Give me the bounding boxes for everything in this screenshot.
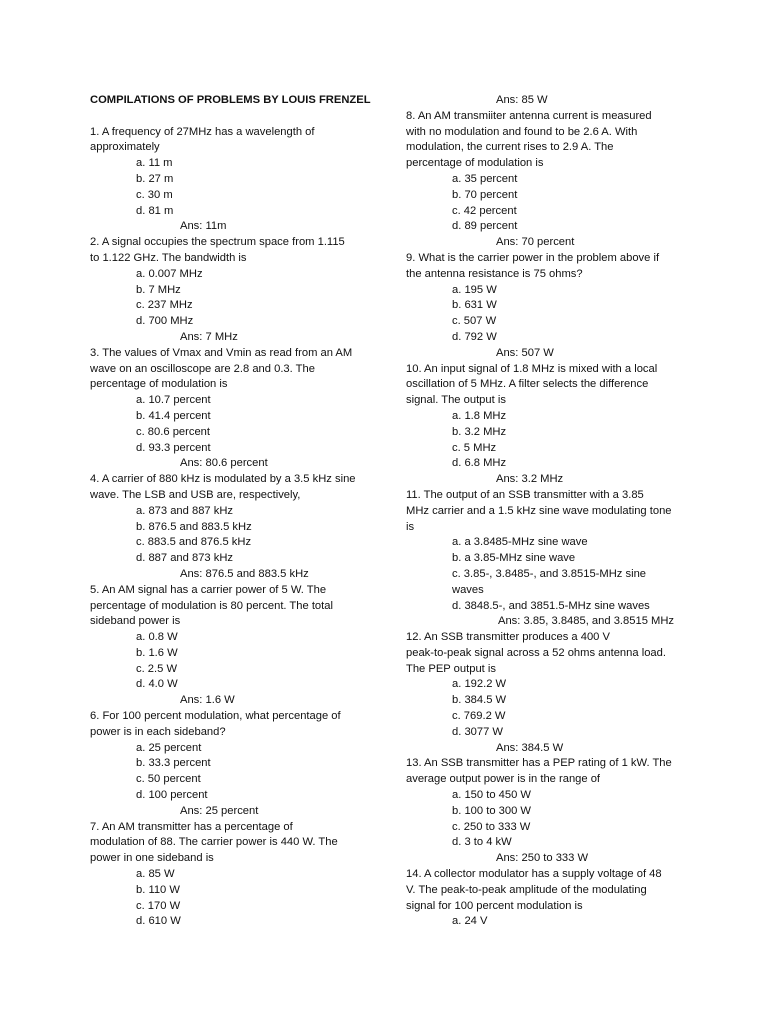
question-line: peak-to-peak signal across a 52 ohms antenna load. <box>406 646 666 659</box>
question-line: sideband power is <box>90 615 181 628</box>
question-line: V. The peak-to-peak amplitude of the modulating <box>406 883 647 896</box>
answer-key: Ans: 876.5 and 883.5 kHz <box>180 567 309 580</box>
answer-option: b. 100 to 300 W <box>452 804 531 817</box>
answer-option: d. 3848.5-, and 3851.5-MHz sine waves <box>452 599 650 612</box>
answer-option: c. 769.2 W <box>452 710 506 723</box>
answer-option: waves <box>452 583 484 596</box>
answer-option: d. 4.0 W <box>136 678 178 691</box>
left-column <box>90 93 371 930</box>
answer-option: d. 3077 W <box>452 725 503 738</box>
question-line: 4. A carrier of 880 kHz is modulated by a 3.5 kHz sine <box>90 473 356 486</box>
question-line: modulation, the current rises to 2.9 A. The <box>406 141 614 154</box>
question-line: 3. The values of Vmax and Vmin as read from an AM <box>90 346 353 359</box>
question-line: signal. The output is <box>406 394 506 407</box>
question-line: 12. An SSB transmitter produces a 400 V <box>406 631 610 644</box>
answer-key: Ans: 11m <box>180 220 227 233</box>
question-line: with no modulation and found to be 2.6 A. With <box>406 125 638 138</box>
answer-option: a. 25 percent <box>136 741 202 754</box>
answer-option: b. 3.2 MHz <box>452 425 507 438</box>
answer-option: a. 0.8 W <box>136 631 178 644</box>
right-column <box>406 93 680 930</box>
answer-option: a. 150 to 450 W <box>452 789 531 802</box>
answer-option: a. 85 W <box>136 868 175 881</box>
answer-option: c. 3.85-, 3.8485-, and 3.8515-MHz sine <box>452 567 647 580</box>
answer-option: d. 100 percent <box>136 789 208 802</box>
question-line: 5. An AM signal has a carrier power of 5 W. The <box>90 583 327 596</box>
answer-option: b. 1.6 W <box>136 646 178 659</box>
answer-option: c. 80.6 percent <box>136 425 211 438</box>
question-line: 14. A collector modulator has a supply voltage of 48 <box>406 868 662 881</box>
question-line: wave. The LSB and USB are, respectively, <box>90 488 301 501</box>
answer-option: c. 5 MHz <box>452 441 497 454</box>
answer-key: Ans: 85 W <box>496 94 548 106</box>
answer-option: d. 610 W <box>136 915 181 928</box>
question-line: percentage of modulation is <box>90 378 228 391</box>
answer-option: b. a 3.85-MHz sine wave <box>452 552 576 565</box>
question-line: 2. A signal occupies the spectrum space from 1.115 <box>90 236 345 249</box>
answer-option: b. 41.4 percent <box>136 409 211 422</box>
answer-key: Ans: 80.6 percent <box>180 457 268 470</box>
answer-option: a. 195 W <box>452 283 497 296</box>
blank-line <box>90 109 362 125</box>
answer-option: c. 883.5 and 876.5 kHz <box>136 536 252 549</box>
answer-key: Ans: 25 percent <box>180 804 259 817</box>
answer-option: b. 110 W <box>136 883 180 896</box>
answer-key: Ans: 70 percent <box>496 236 575 249</box>
answer-option: c. 237 MHz <box>136 299 193 312</box>
answer-option: a. 10.7 percent <box>136 394 211 407</box>
question-line: signal for 100 percent modulation is <box>406 899 583 912</box>
answer-option: a. a 3.8485-MHz sine wave <box>452 536 588 549</box>
answer-key: Ans: 3.85, 3.8485, and 3.8515 MHz <box>498 615 675 628</box>
answer-option: b. 27 m <box>136 172 174 185</box>
answer-option: c. 42 percent <box>452 204 517 217</box>
answer-option: c. 170 W <box>136 899 181 912</box>
question-line: power is in each sideband? <box>90 725 226 738</box>
answer-option: d. 93.3 percent <box>136 441 211 454</box>
answer-option: b. 631 W <box>452 299 497 312</box>
answer-key: Ans: 7 MHz <box>180 330 238 343</box>
question-line: percentage of modulation is 80 percent. The total <box>90 599 333 612</box>
answer-option: c. 50 percent <box>136 773 201 786</box>
question-line: is <box>406 520 415 533</box>
answer-option: d. 89 percent <box>452 220 518 233</box>
answer-option: b. 33.3 percent <box>136 757 211 770</box>
question-line: power in one sideband is <box>90 852 214 865</box>
answer-option: b. 7 MHz <box>136 283 181 296</box>
question-line: oscillation of 5 MHz. A filter selects the difference <box>406 378 649 391</box>
answer-option: d. 887 and 873 kHz <box>136 552 234 565</box>
answer-option: a. 873 and 887 kHz <box>136 504 234 517</box>
answer-option: a. 1.8 MHz <box>452 409 507 422</box>
answer-option: d. 3 to 4 kW <box>452 836 512 849</box>
answer-option: c. 507 W <box>452 315 497 328</box>
answer-option: d. 792 W <box>452 330 497 343</box>
question-line: 6. For 100 percent modulation, what percentage of <box>90 710 341 723</box>
question-line: modulation of 88. The carrier power is 440 W. The <box>90 836 338 849</box>
answer-option: a. 35 percent <box>452 172 518 185</box>
question-line: wave on an oscilloscope are 2.8 and 0.3. The <box>90 362 315 375</box>
question-line: 10. An input signal of 1.8 MHz is mixed with a local <box>406 362 658 375</box>
question-line: 9. What is the carrier power in the problem above if <box>406 251 660 264</box>
question-line: 11. The output of an SSB transmitter with a 3.85 <box>406 488 644 501</box>
question-line: The PEP output is <box>406 662 496 675</box>
question-line: to 1.122 GHz. The bandwidth is <box>90 251 247 264</box>
question-line: percentage of modulation is <box>406 157 544 170</box>
answer-option: a. 192.2 W <box>452 678 507 691</box>
question-line: 7. An AM transmitter has a percentage of <box>90 820 293 833</box>
answer-option: d. 700 MHz <box>136 315 194 328</box>
answer-option: a. 11 m <box>136 157 173 170</box>
question-line: MHz carrier and a 1.5 kHz sine wave modulating tone <box>406 504 672 517</box>
question-line: 1. A frequency of 27MHz has a wavelength of <box>90 125 315 138</box>
answer-option: d. 6.8 MHz <box>452 457 507 470</box>
answer-option: c. 250 to 333 W <box>452 820 531 833</box>
answer-option: d. 81 m <box>136 204 174 217</box>
answer-key: Ans: 3.2 MHz <box>496 473 564 486</box>
answer-option: b. 876.5 and 883.5 kHz <box>136 520 252 533</box>
answer-option: c. 2.5 W <box>136 662 178 675</box>
answer-key: Ans: 384.5 W <box>496 741 564 754</box>
answer-key: Ans: 1.6 W <box>180 694 235 707</box>
question-line: approximately <box>90 141 160 154</box>
question-line: average output power is in the range of <box>406 773 601 786</box>
answer-option: c. 30 m <box>136 188 173 201</box>
question-line: the antenna resistance is 75 ohms? <box>406 267 583 280</box>
answer-key: Ans: 250 to 333 W <box>496 852 589 865</box>
answer-option: b. 384.5 W <box>452 694 507 707</box>
answer-option: b. 70 percent <box>452 188 518 201</box>
answer-option: a. 24 V <box>452 915 488 928</box>
question-line: 8. An AM transmiiter antenna current is measured <box>406 109 652 122</box>
document-title: COMPILATIONS OF PROBLEMS BY LOUIS FRENZEL <box>90 94 371 106</box>
question-line: 13. An SSB transmitter has a PEP rating of 1 kW. The <box>406 757 672 770</box>
answer-option: a. 0.007 MHz <box>136 267 203 280</box>
answer-key: Ans: 507 W <box>496 346 554 359</box>
